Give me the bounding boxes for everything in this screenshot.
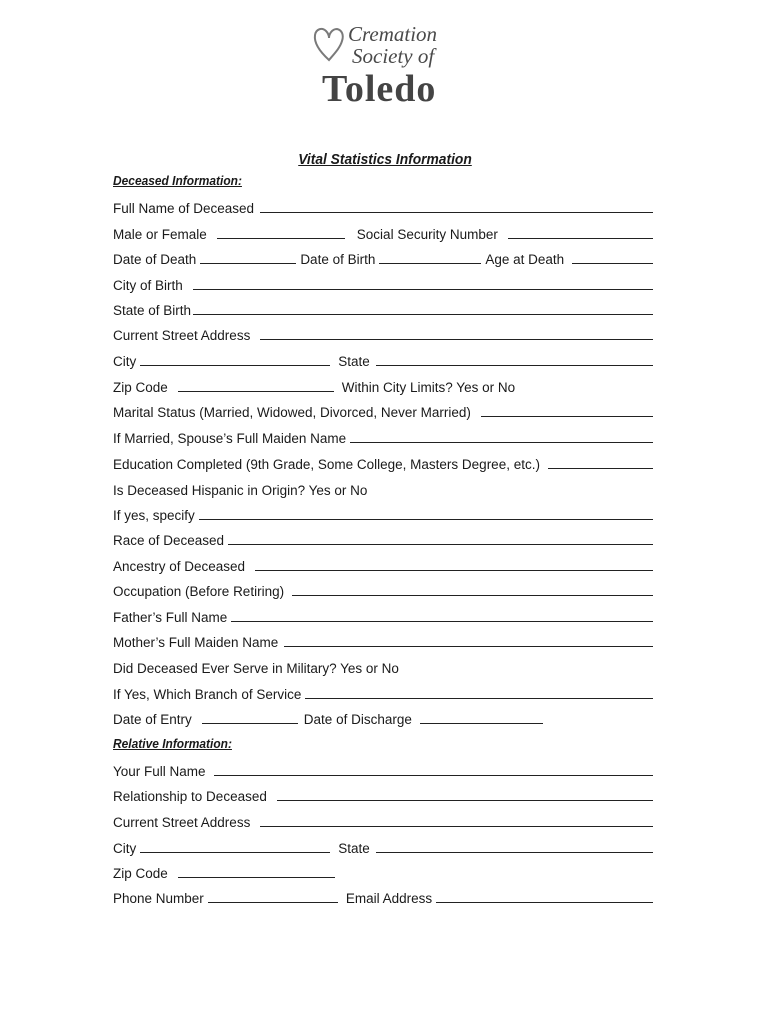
- age-at-death-label: Age at Death: [485, 252, 565, 267]
- father-name-row: [113, 607, 653, 625]
- cremation-society-logo: [312, 20, 452, 110]
- relative-city-state-row: [113, 838, 653, 856]
- education-field[interactable]: [548, 468, 653, 469]
- race-label: Race of Deceased: [113, 533, 225, 548]
- hispanic-row: [113, 480, 653, 498]
- specify-row: [113, 505, 653, 523]
- logo-line-2: Society of: [352, 44, 435, 68]
- ssn-field[interactable]: [508, 238, 653, 239]
- relative-section-heading: Relative Information:: [113, 736, 232, 751]
- date-of-death-field[interactable]: [200, 263, 296, 264]
- city-of-birth-label: City of Birth: [113, 278, 183, 293]
- dates-row: [113, 249, 653, 267]
- age-at-death-field[interactable]: [572, 263, 653, 264]
- race-row: [113, 530, 653, 548]
- state-label: State: [338, 354, 370, 369]
- specify-label: If yes, specify: [113, 508, 195, 523]
- heart-icon: [312, 24, 346, 64]
- relative-zip-row: [113, 863, 335, 881]
- state-of-birth-field[interactable]: [193, 314, 653, 315]
- education-label: Education Completed (9th Grade, Some College, Masters Degree, etc.): [113, 457, 540, 472]
- gender-ssn-row: [113, 224, 653, 242]
- city-field[interactable]: [140, 365, 330, 366]
- date-of-birth-label: Date of Birth: [300, 252, 376, 267]
- email-field[interactable]: [436, 902, 653, 903]
- race-field[interactable]: [228, 544, 653, 545]
- relative-name-row: [113, 761, 653, 779]
- relative-city-field[interactable]: [140, 852, 330, 853]
- marital-status-field[interactable]: [481, 416, 653, 417]
- marital-status-label: Marital Status (Married, Widowed, Divorced, Never Married): [113, 405, 471, 420]
- relationship-label: Relationship to Deceased: [113, 789, 267, 804]
- full-name-field[interactable]: [260, 212, 653, 213]
- logo-line-3: Toledo: [322, 68, 437, 110]
- relative-zip-label: Zip Code: [113, 866, 168, 881]
- military-label: Did Deceased Ever Serve in Military? Yes or No: [113, 661, 399, 676]
- father-name-label: Father’s Full Name: [113, 610, 228, 625]
- city-limits-label: Within City Limits? Yes or No: [341, 380, 516, 395]
- military-row: [113, 658, 653, 676]
- email-label: Email Address: [345, 891, 433, 906]
- relationship-field[interactable]: [277, 800, 653, 801]
- branch-field[interactable]: [305, 698, 653, 699]
- ancestry-field[interactable]: [255, 570, 653, 571]
- street-address-label: Current Street Address: [113, 328, 251, 343]
- phone-email-row: [113, 888, 653, 906]
- logo-line-1: Cremation: [348, 22, 438, 46]
- zip-label: Zip Code: [113, 380, 168, 395]
- deceased-section-heading: Deceased Information:: [113, 173, 242, 188]
- date-of-death-label: Date of Death: [113, 252, 197, 267]
- phone-label: Phone Number: [113, 891, 204, 906]
- relative-address-row: [113, 812, 653, 830]
- zip-row: [113, 377, 653, 395]
- hispanic-label: Is Deceased Hispanic in Origin? Yes or No: [113, 483, 368, 498]
- spouse-name-row: [113, 428, 653, 446]
- date-of-birth-field[interactable]: [379, 263, 481, 264]
- relative-city-label: City: [113, 841, 137, 856]
- relative-address-label: Current Street Address: [113, 815, 251, 830]
- occupation-row: [113, 581, 653, 599]
- spouse-name-label: If Married, Spouse’s Full Maiden Name: [113, 431, 347, 446]
- date-of-entry-label: Date of Entry: [113, 712, 192, 727]
- date-of-discharge-label: Date of Discharge: [303, 712, 412, 727]
- relative-zip-field[interactable]: [178, 877, 335, 878]
- gender-field[interactable]: [217, 238, 345, 239]
- city-state-row: [113, 351, 653, 369]
- mother-name-label: Mother’s Full Maiden Name: [113, 635, 279, 650]
- service-dates-row: [113, 709, 543, 727]
- marital-status-row: [113, 402, 653, 420]
- state-field[interactable]: [376, 365, 653, 366]
- relative-state-field[interactable]: [376, 852, 653, 853]
- full-name-row: [113, 198, 653, 216]
- relative-name-label: Your Full Name: [113, 764, 206, 779]
- gender-label: Male or Female: [113, 227, 207, 242]
- relationship-row: [113, 786, 653, 804]
- document-title: Vital Statistics Information: [298, 151, 472, 168]
- state-of-birth-label: State of Birth: [113, 303, 192, 318]
- mother-name-row: [113, 632, 653, 650]
- ancestry-label: Ancestry of Deceased: [113, 559, 246, 574]
- street-address-row: [113, 325, 653, 343]
- occupation-label: Occupation (Before Retiring): [113, 584, 285, 599]
- relative-address-field[interactable]: [260, 826, 653, 827]
- specify-field[interactable]: [199, 519, 653, 520]
- spouse-name-field[interactable]: [350, 442, 653, 443]
- street-address-field[interactable]: [260, 339, 653, 340]
- date-of-discharge-field[interactable]: [420, 723, 543, 724]
- ssn-label: Social Security Number: [356, 227, 498, 242]
- city-of-birth-field[interactable]: [193, 289, 653, 290]
- education-row: [113, 454, 653, 472]
- city-label: City: [113, 354, 137, 369]
- relative-state-label: State: [338, 841, 370, 856]
- father-name-field[interactable]: [231, 621, 653, 622]
- branch-label: If Yes, Which Branch of Service: [113, 687, 302, 702]
- date-of-entry-field[interactable]: [202, 723, 298, 724]
- zip-field[interactable]: [178, 391, 334, 392]
- branch-row: [113, 684, 653, 702]
- mother-name-field[interactable]: [284, 646, 653, 647]
- city-of-birth-row: [113, 275, 653, 293]
- state-of-birth-row: [113, 300, 653, 318]
- ancestry-row: [113, 556, 653, 574]
- phone-field[interactable]: [208, 902, 338, 903]
- occupation-field[interactable]: [292, 595, 653, 596]
- relative-name-field[interactable]: [214, 775, 653, 776]
- full-name-label: Full Name of Deceased: [113, 201, 255, 216]
